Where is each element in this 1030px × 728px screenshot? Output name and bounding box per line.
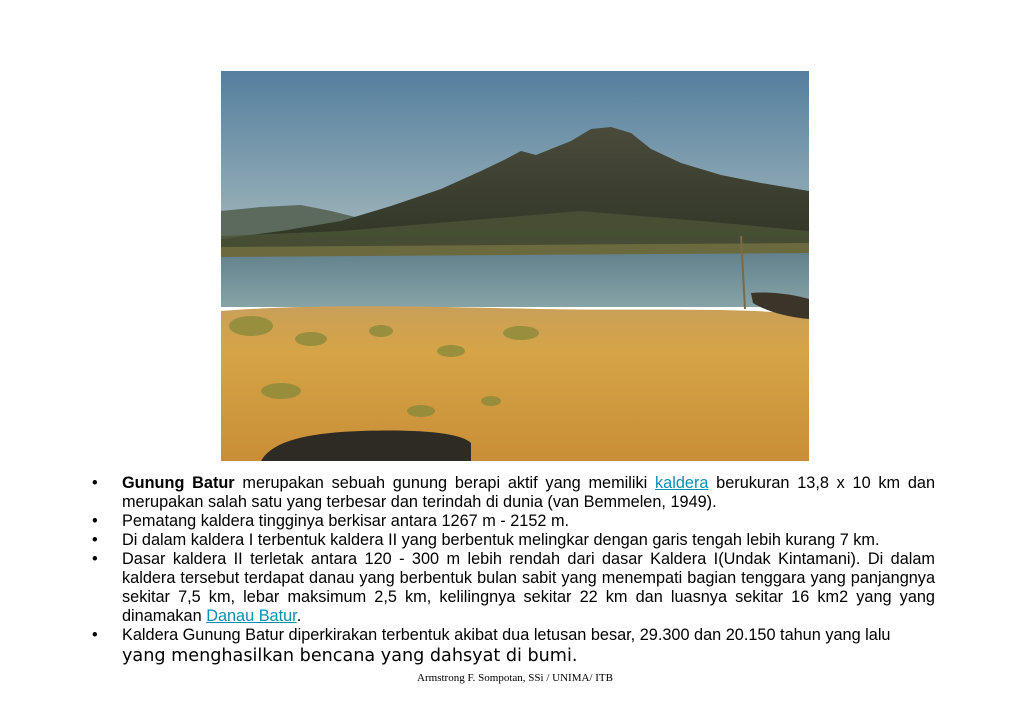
link-kaldera[interactable]: kaldera [655,474,709,492]
bullet-item [92,531,935,550]
bullet-dot: • [92,550,98,568]
bullet-item [92,474,935,512]
bullet-text: Pematang kaldera tingginya berkisar antara 1267 m - 2152 m. [122,512,570,530]
bullet-item [92,512,935,531]
volcano-photo [221,71,809,461]
footer-credit: Armstrong F. Sompotan, SSi / UNIMA/ ITB [417,672,613,684]
bullet-dot: • [92,626,98,644]
link-danau-batur[interactable]: Danau Batur [206,607,297,625]
bullet-dot: • [92,531,98,549]
bullet-text: berukuran 13,8 x 10 km dan merupakan salah satu yang terbesar dan terindah di dunia (van Bemmelen, 1949). [122,474,935,511]
bullet-text: . [296,607,302,625]
bullet-dot: • [92,512,98,530]
bullet-text: Di dalam kaldera I terbentuk kaldera II yang berbentuk melingkar dengan garis tengah lebih kurang 7 km. [122,531,880,549]
bullet-text-large: yang menghasilkan bencana yang dahsyat di bumi. [122,646,578,666]
bullet-text: Kaldera Gunung Batur diperkirakan terbentuk akibat dua letusan besar, 29.300 dan 20.150 tahun yang lalu [122,626,891,644]
bullet-text: merupakan sebuah gunung berapi aktif yang memiliki [234,474,656,492]
lake [221,249,809,307]
bullet-list [92,474,935,667]
bullet-dot: • [92,474,98,492]
bold-term: Gunung Batur [122,474,235,492]
bullet-item [92,626,935,667]
bullet-item [92,550,935,626]
bullet-text: Dasar kaldera II terletak antara 120 - 300 m lebih rendah dari dasar Kaldera I(Undak Kintamani). Di dalam kaldera tersebut terdapat danau yang berbentuk bulan sabit yang menempati bagian tenggara yang panjangnya sekitar 7,5 km, lebar maksimum 2,5 km, kelilingnya sekitar 22 km dan luasnya sekitar 16 km2 yang yang dinamakan [122,550,935,625]
